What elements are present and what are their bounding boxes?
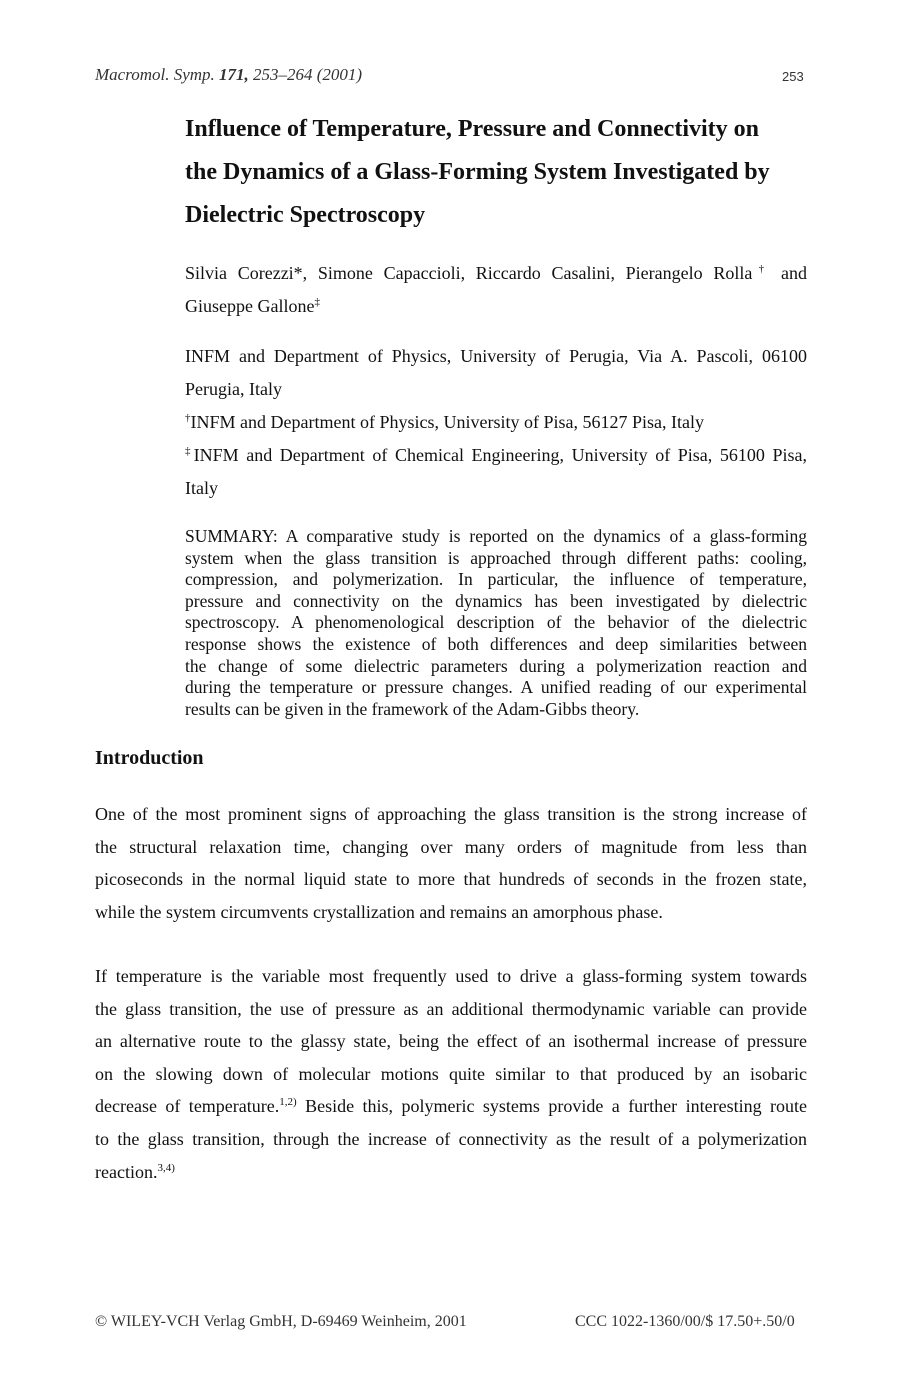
summary-line: pressure and connectivity on the dynamics has been investigated by dielectric [185,590,807,611]
intro-paragraph-2 [95,960,807,1188]
paragraph-line: to the glass transition, through the increase of connectivity as the result of a polymerization [95,1128,807,1149]
paragraph-line: decrease of temperature.$^{1,2)}$ Beside this, polymeric systems provide a further interesting route [95,1096,808,1117]
intro-paragraph-1 [95,798,807,928]
affiliation-line: †INFM and Department of Physics, University of Pisa, 56127 Pisa, Italy [185,412,704,432]
paragraph-line: picoseconds in the normal liquid state to more that hundreds of seconds in the frozen state, [95,869,807,890]
summary-line: the change of some dielectric parameters during a polymerization reaction and [185,655,807,676]
abstract-summary [185,526,807,720]
title-line: Influence of Temperature, Pressure and Connectivity on [185,116,759,142]
page-number: 253 [782,69,804,84]
summary-line: SUMMARY: A comparative study is reported on the dynamics of a glass-forming [185,526,807,546]
ccc-code: CCC 1022-1360/00/$ 17.50+.50/0 [575,1313,795,1330]
double-dagger-mark: ‡ [314,296,320,308]
dagger-mark: † [752,263,771,275]
affiliation-line: INFM and Department of Physics, University of Perugia, Via A. Pascoli, 06100 [185,346,807,366]
title-line: the Dynamics of a Glass-Forming System Investigated by [185,159,770,185]
citation-ref: 1,2) [279,1096,297,1109]
paragraph-line: One of the most prominent signs of approaching the glass transition is the strong increase of [95,804,807,824]
paragraph-line: If temperature is the variable most frequently used to drive a glass-forming system towards [95,966,807,986]
paragraph-line: on the slowing down of molecular motions quite similar to that produced by an isobaric [95,1063,807,1084]
paragraph-line: an alternative route to the glassy state, being the effect of an isothermal increase of pressure [95,1031,807,1052]
copyright-notice: © WILEY-VCH Verlag GmbH, D-69469 Weinheim, 2001 [95,1313,467,1330]
journal-name: Macromol. Symp. [95,65,220,84]
paragraph-line: the glass transition, the use of pressure as an additional thermodynamic variable can provide [95,998,807,1019]
summary-line: system when the glass transition is approached through different paths: cooling, [185,547,807,568]
journal-citation [95,65,362,85]
author-line: Giuseppe Gallone‡ [185,296,320,316]
summary-line: spectroscopy. A phenomenological description of the behavior of the dielectric [185,612,807,633]
section-heading-introduction: Introduction [95,747,204,769]
paragraph-line: the structural relaxation time, changing over many orders of magnitude from less than [95,836,807,857]
summary-line: results can be given in the framework of the Adam-Gibbs theory. [185,698,640,719]
author-line: Silvia Corezzi*, Simone Capaccioli, Riccardo Casalini, Pierangelo Rolla† and [185,263,808,283]
citation-ref: 3,4) [157,1161,175,1174]
affiliation-line: ‡INFM and Department of Chemical Engineering, University of Pisa, 56100 Pisa, [185,445,808,465]
affiliations [185,340,807,505]
paragraph-line: reaction.$^{3,4)}$ [95,1161,175,1182]
summary-line: response shows the existence of both differences and deep similarities between [185,633,807,654]
affiliation-line: Italy [185,478,218,498]
author-list [185,257,807,323]
journal-volume: 171, [219,65,249,84]
title-line: Dielectric Spectroscopy [185,202,426,228]
affiliation-line: Perugia, Italy [185,379,282,399]
paragraph-line: while the system circumvents crystallization and remains an amorphous phase. [95,901,663,922]
summary-line: compression, and polymerization. In particular, the influence of temperature, [185,569,807,590]
paper-title [185,108,810,237]
summary-line: during the temperature or pressure changes. A unified reading of our experimental [185,677,807,698]
journal-pages-year: 253–264 (2001) [248,65,363,84]
